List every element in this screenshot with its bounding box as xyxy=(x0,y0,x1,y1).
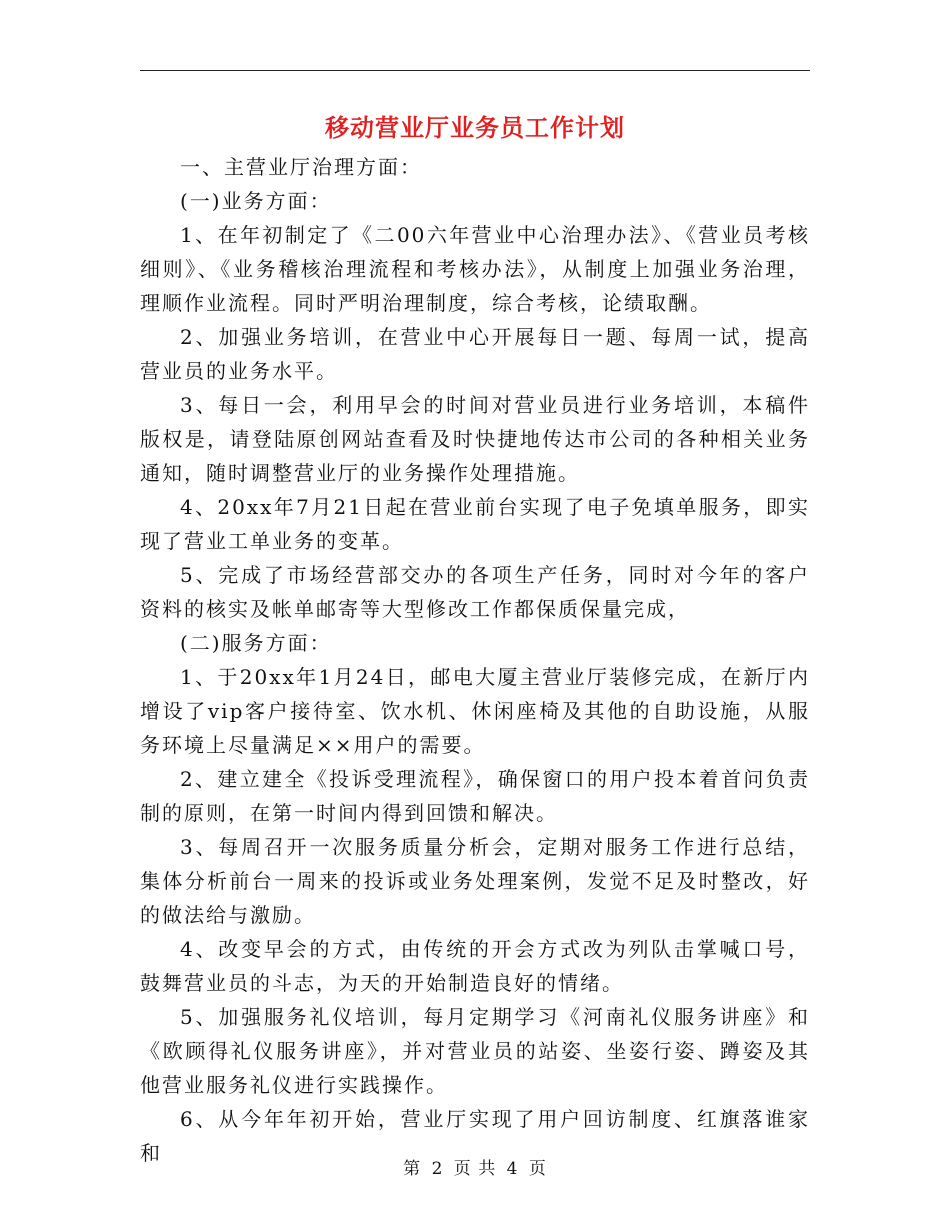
page-footer xyxy=(140,1154,810,1179)
paragraph: 6、从今年年初开始，营业厅实现了用户回访制度、红旗落谁家和 xyxy=(140,1107,810,1165)
paragraph: 1、于20xx年1月24日，邮电大厦主营业厅装修完成，在新厅内增设了vip客户接待室、饮水机、休闲座椅及其他的自助设施，从服务环境上尽量满足××用户的需要。 xyxy=(140,665,810,757)
paragraph: 4、20xx年7月21日起在营业前台实现了电子免填单服务，即实现了营业工单业务的变革。 xyxy=(140,495,810,553)
footer-suffix: 页 xyxy=(528,1159,547,1179)
paragraph: 3、每周召开一次服务质量分析会，定期对服务工作进行总结，集体分析前台一周来的投诉或业务处理案例，发觉不足及时整改，好的做法给与激励。 xyxy=(140,835,810,927)
paragraph: 2、加强业务培训，在营业中心开展每日一题、每周一试，提高营业员的业务水平。 xyxy=(140,325,810,383)
section-heading: 一、主营业厅治理方面： xyxy=(180,155,422,179)
footer-page-number: 2 xyxy=(431,1159,444,1179)
paragraph: 5、完成了市场经营部交办的各项生产任务，同时对今年的客户资料的核实及帐单邮寄等大型修改工作都保质保量完成， xyxy=(140,563,810,621)
footer-total-pages: 4 xyxy=(506,1159,519,1179)
footer-prefix: 第 xyxy=(403,1159,422,1179)
paragraph: 1、在年初制定了《二00六年营业中心治理办法》、《营业员考核细则》、《业务稽核治理流程和考核办法》，从制度上加强业务治理，理顺作业流程。同时严明治理制度，综合考核，论绩取酬。 xyxy=(140,223,810,315)
paragraph: 4、改变早会的方式，由传统的开会方式改为列队击掌喊口号，鼓舞营业员的斗志，为天的开始制造良好的情绪。 xyxy=(140,937,810,995)
paragraph: 5、加强服务礼仪培训，每月定期学习《河南礼仪服务讲座》和《欧顾得礼仪服务讲座》，并对营业员的站姿、坐姿行姿、蹲姿及其他营业服务礼仪进行实践操作。 xyxy=(140,1005,810,1097)
subsection-heading: (二)服务方面： xyxy=(180,631,332,655)
paragraph: 2、建立建全《投诉受理流程》，确保窗口的用户投本着首问负责制的原则，在第一时间内得到回馈和解决。 xyxy=(140,767,810,825)
document-title: 移动营业厅业务员工作计划 xyxy=(325,113,625,142)
subsection-heading: (一)业务方面： xyxy=(180,189,332,213)
document-body xyxy=(140,150,810,1170)
footer-mid: 页 共 xyxy=(453,1159,497,1179)
header-rule xyxy=(140,70,810,71)
paragraph: 3、每日一会，利用早会的时间对营业员进行业务培训，本稿件版权是，请登陆原创网站查看及时快捷地传达市公司的各种相关业务通知，随时调整营业厅的业务操作处理措施。 xyxy=(140,393,810,485)
